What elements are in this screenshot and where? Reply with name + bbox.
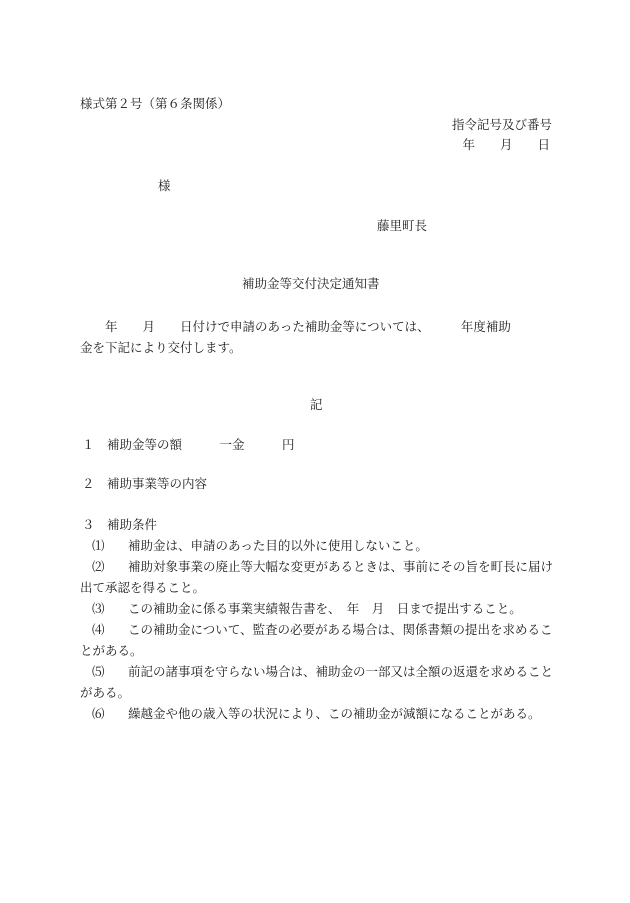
condition-text: 繰越金や他の歳入等の状況により、この補助金が減額になることがある。 (128, 706, 541, 721)
condition-text: 前記の諸事項を守らない場合は、補助金の一部又は全額の返還を求めることがある。 (80, 664, 554, 700)
document-title: 補助金等交付決定通知書 (242, 276, 380, 291)
ki-heading: 記 (310, 397, 323, 412)
condition-item-4 (80, 619, 554, 661)
condition-text: 補助対象事業の廃止等大幅な変更があるときは、事前にその旨を町長に届け出て承認を得ること。 (80, 559, 554, 595)
section-amount: １ 補助金等の額 一金 円 (82, 437, 295, 452)
condition-item-3 (80, 598, 554, 619)
condition-text: 補助金は、申請のあった目的以外に使用しないこと。 (128, 538, 428, 553)
addressee-suffix: 様 (158, 178, 171, 193)
condition-number: ⑶ (92, 601, 105, 616)
condition-item-2 (80, 556, 554, 598)
reference-number-label: 指令記号及び番号 (451, 117, 552, 132)
condition-text: この補助金について、監査の必要がある場合は、関係書類の提出を求めることがある。 (80, 622, 553, 658)
condition-number: ⑴ (92, 538, 105, 553)
condition-item-1 (80, 535, 554, 556)
condition-item-5 (80, 661, 554, 703)
condition-item-6 (80, 703, 554, 724)
condition-number: ⑹ (92, 706, 105, 721)
section-content: ２ 補助事業等の内容 (82, 476, 208, 491)
section-conditions-heading: ３ 補助条件 (82, 517, 158, 532)
form-label: 様式第２号（第６条関係） (80, 96, 231, 111)
condition-number: ⑵ (92, 559, 105, 574)
intro-paragraph-line2: 金を下記により交付します。 (80, 340, 242, 355)
intro-paragraph-line1: 年 月 日付けで申請のあった補助金等については、 年度補助 (80, 319, 511, 334)
condition-number: ⑸ (92, 664, 105, 679)
issue-date-line: 年 月 日 (462, 137, 550, 152)
condition-text: この補助金に係る事業実績報告書を、 年 月 日まで提出すること。 (128, 601, 522, 616)
condition-number: ⑷ (92, 622, 105, 637)
issuer-name: 藤里町長 (377, 218, 428, 233)
